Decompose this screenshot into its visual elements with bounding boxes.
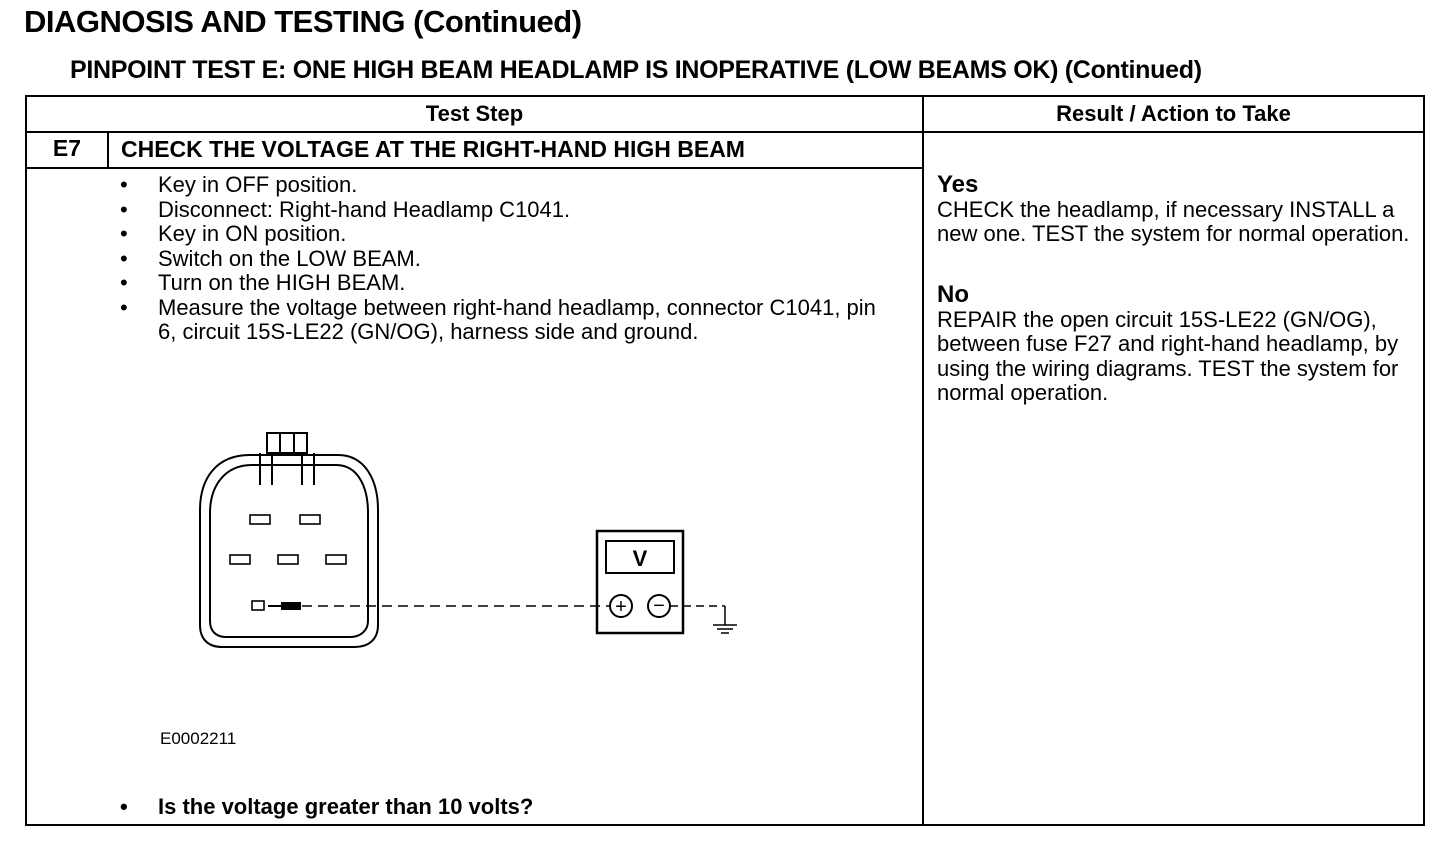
step-title: CHECK THE VOLTAGE AT THE RIGHT-HAND HIGH BEAM <box>121 136 745 162</box>
step-id-divider <box>107 131 109 169</box>
test-question <box>118 794 533 820</box>
ground-icon <box>713 606 737 633</box>
header-divider <box>25 131 1425 133</box>
connector-icon <box>200 433 378 647</box>
list-item: • Measure the voltage between right-hand headlamp, connector C1041, pin 6, circuit 15S-LE22 (GN/OG), harness side and ground. <box>118 296 898 345</box>
minus-terminal: − <box>653 595 665 617</box>
step-instructions <box>118 173 898 345</box>
step-title-divider <box>25 167 924 169</box>
connector-voltmeter-diagram <box>190 425 750 655</box>
list-item: • Key in OFF position. <box>118 173 898 198</box>
column-divider <box>922 95 924 826</box>
header-result-action: Result / Action to Take <box>1056 101 1291 126</box>
yes-heading: Yes <box>937 171 979 198</box>
header-test-step: Test Step <box>425 101 524 126</box>
result-yes <box>937 173 1417 247</box>
result-no <box>937 283 1417 406</box>
question-text: Is the voltage greater than 10 volts? <box>158 794 534 819</box>
step-id: E7 <box>52 135 82 161</box>
list-item: • Disconnect: Right-hand Headlamp C1041. <box>118 198 898 223</box>
list-item: • Switch on the LOW BEAM. <box>118 247 898 272</box>
list-item: • Key in ON position. <box>118 222 898 247</box>
no-action: REPAIR the open circuit 15S-LE22 (GN/OG), between fuse F27 and right-hand headlamp, by using the wiring diagrams. TEST the system for normal operation. <box>937 306 1399 405</box>
voltmeter-icon <box>597 531 683 633</box>
page-title: DIAGNOSIS AND TESTING (Continued) <box>24 4 582 39</box>
plus-terminal: + <box>615 596 627 618</box>
list-item: • Turn on the HIGH BEAM. <box>118 271 898 296</box>
pinpoint-test-title: PINPOINT TEST E: ONE HIGH BEAM HEADLAMP IS INOPERATIVE (LOW BEAMS OK) (Continued) <box>70 56 1202 84</box>
meter-label: V <box>632 546 648 571</box>
figure-id: E0002211 <box>160 729 237 748</box>
yes-action: CHECK the headlamp, if necessary INSTALL a new one. TEST the system for normal operation. <box>937 196 1410 246</box>
no-heading: No <box>937 281 969 308</box>
